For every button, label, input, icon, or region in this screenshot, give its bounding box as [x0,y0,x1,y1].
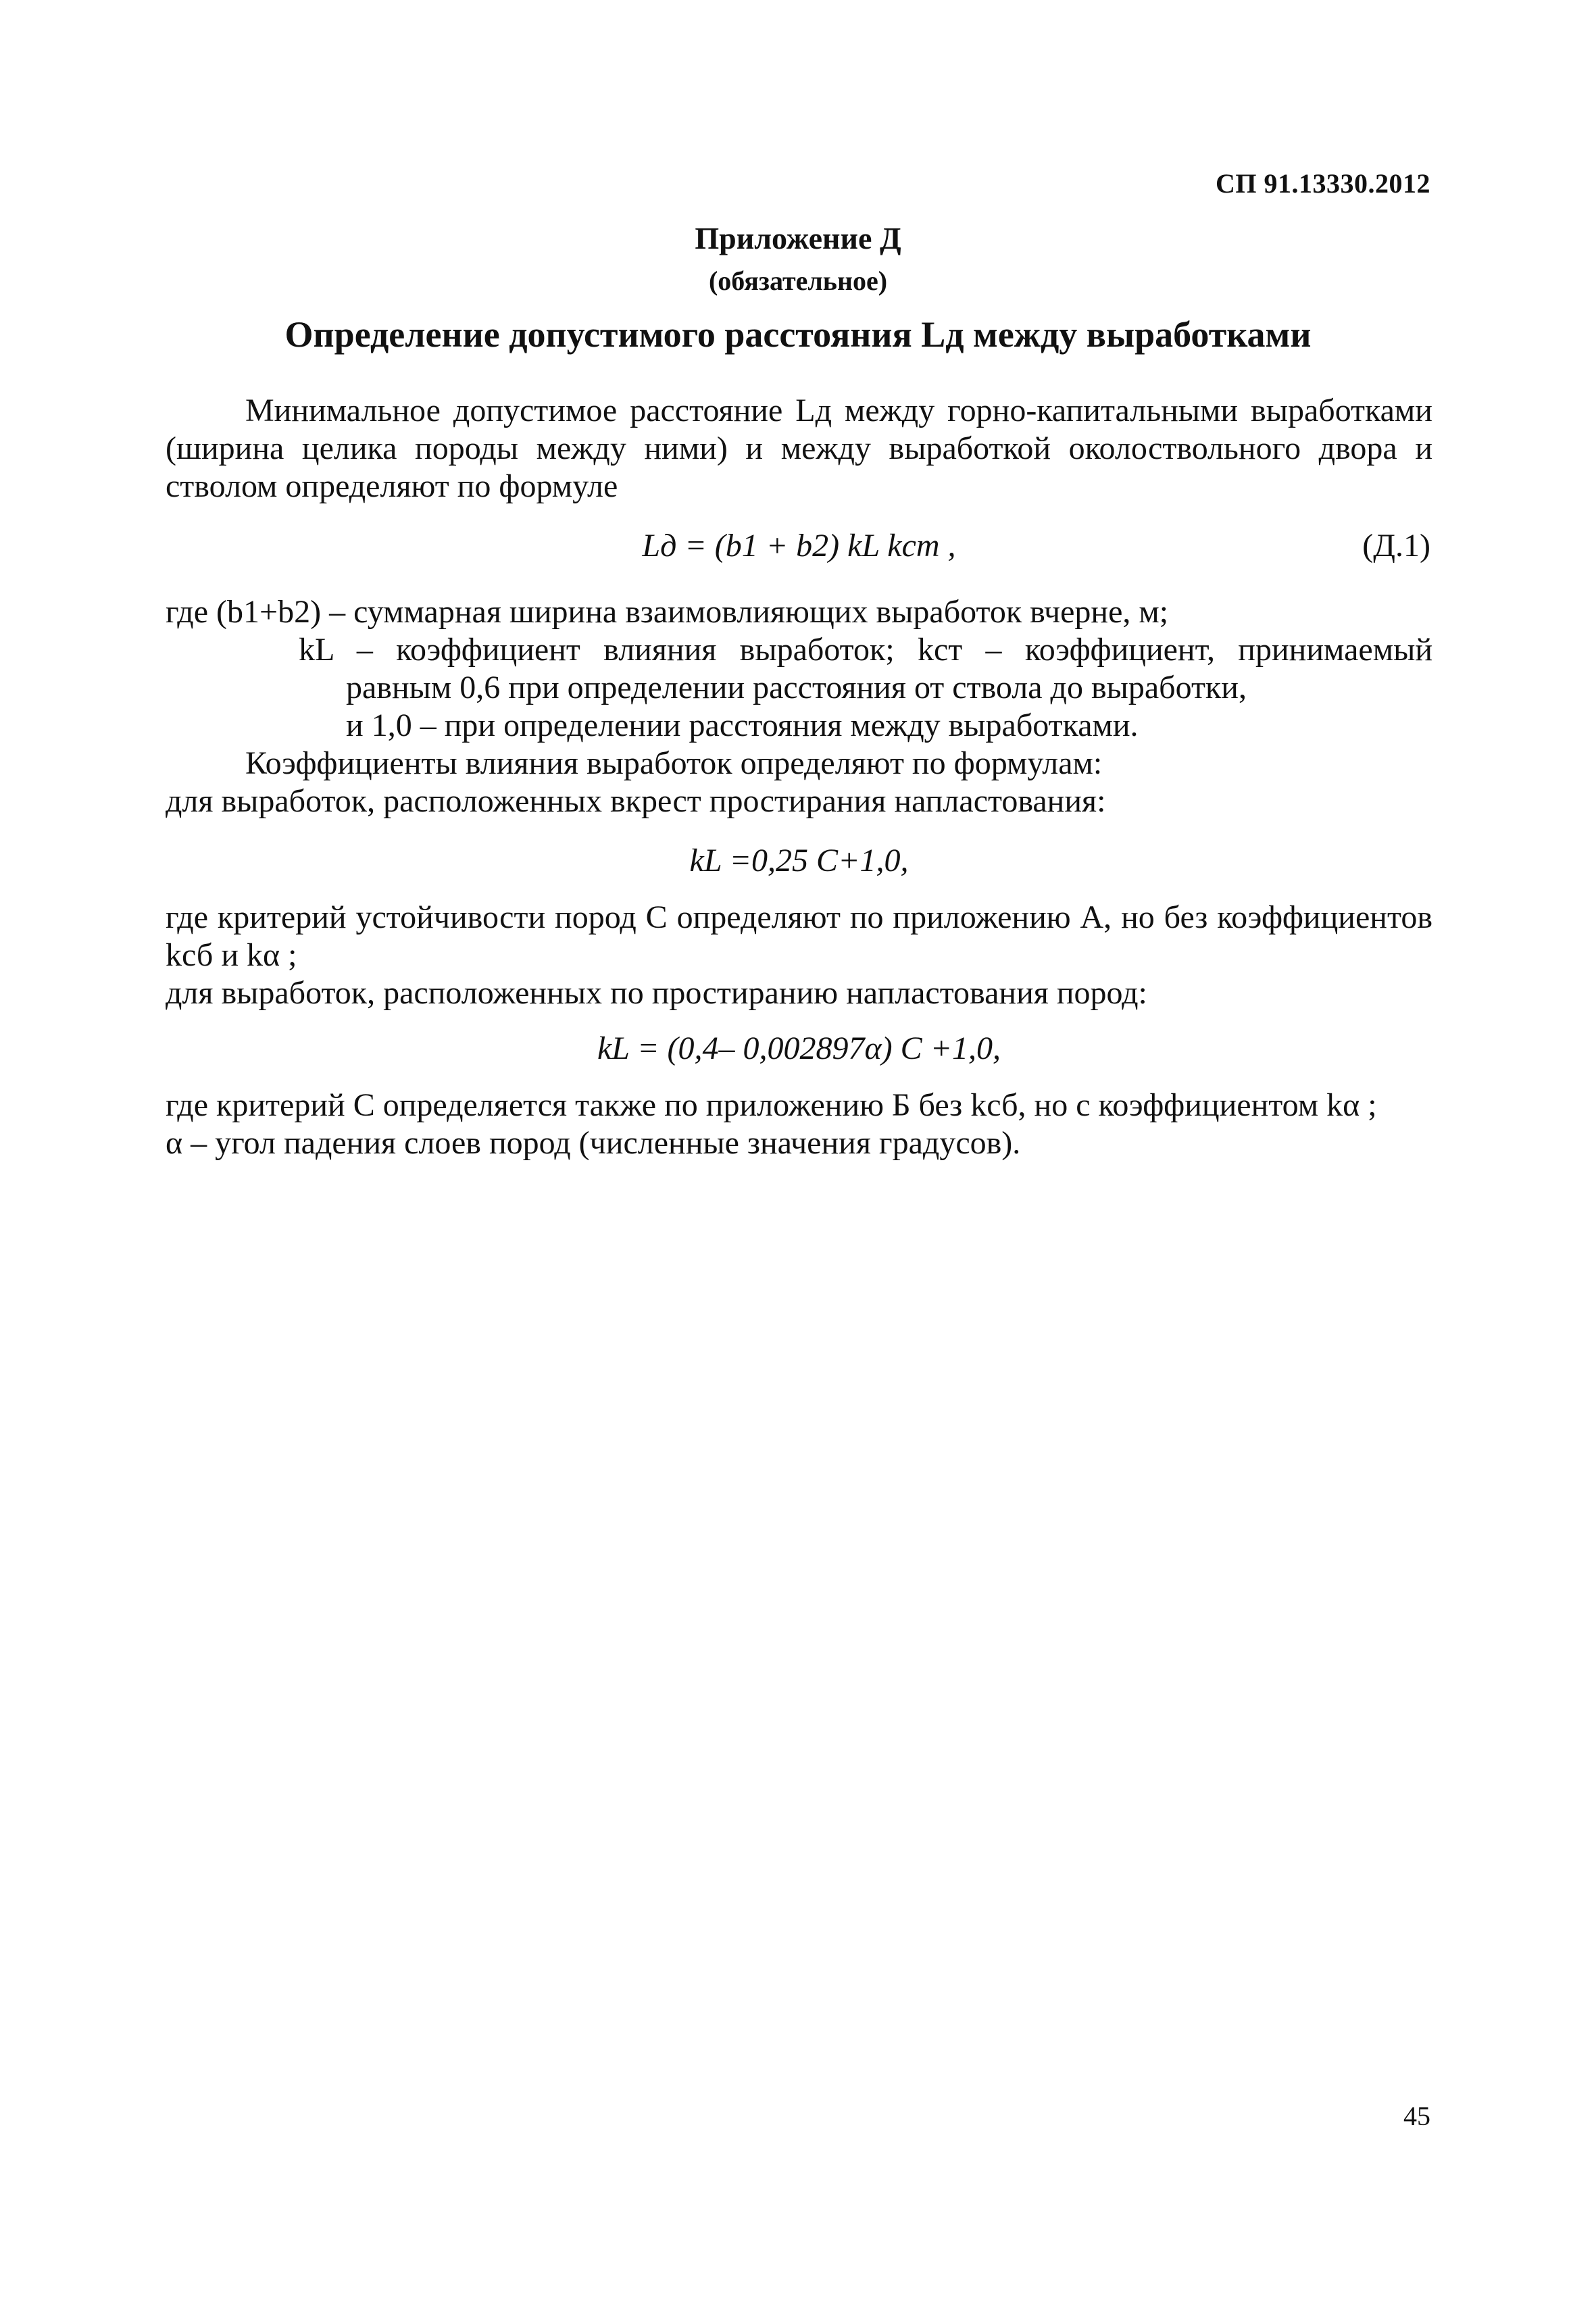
appendix-title: Приложение Д [695,221,901,255]
appendix-status: (обязательное) [708,266,888,296]
kl-definition-line-1: kL – коэффициент влияния выработок; kст – коэффициент, принимаемый [299,632,1432,668]
document-code: СП 91.13330.2012 [1216,168,1430,199]
coefficients-intro: Коэффициенты влияния выработок определяют по формулам: [245,745,1103,781]
where-3-line-2: α – угол падения слоев пород (численные значения градусов). [166,1125,1021,1161]
kl-definition-line-3: и 1,0 – при определении расстояния между выработками. [346,707,1139,743]
where-criterion-c: где критерий устойчивости пород C определяют по приложению А, но без коэффициентов kсб и kα ; [166,899,1432,973]
formula-number: (Д.1) [1362,528,1430,564]
kl-definition [299,631,1432,745]
where-criterion-c-appendix-b [166,1087,1432,1162]
section-heading: Определение допустимого расстояния Lд между выработками [284,314,1312,355]
formula-d1: Lд = (b1 + b2) kL kст , [642,528,956,564]
formula-along-strike: kL = (0,4– 0,002897α) C +1,0, [597,1030,1001,1066]
paragraph-intro: Минимальное допустимое расстояние Lд между горно-капитальными выработками (ширина целика породы между ними) и между выработкой околоствольного двора и стволом определяют по формуле [166,393,1432,504]
cross-strike-text: для выработок, расположенных вкрест простирания напластования: [166,783,1106,819]
formula-cross-strike: kL =0,25 C+1,0, [689,843,909,878]
where-3-line-1: где критерий C определяется также по приложению Б без kсб, но с коэффициентом kα ; [166,1087,1377,1123]
kl-definition-line-2: равным 0,6 при определении расстояния от ствола до выработки, [346,670,1247,705]
where-sum-width: где (b1+b2) – суммарная ширина взаимовлияющих выработок вчерне, м; [166,594,1169,630]
along-strike-text: для выработок, расположенных по простиранию напластования пород: [166,975,1147,1011]
page-number: 45 [1403,2101,1430,2131]
